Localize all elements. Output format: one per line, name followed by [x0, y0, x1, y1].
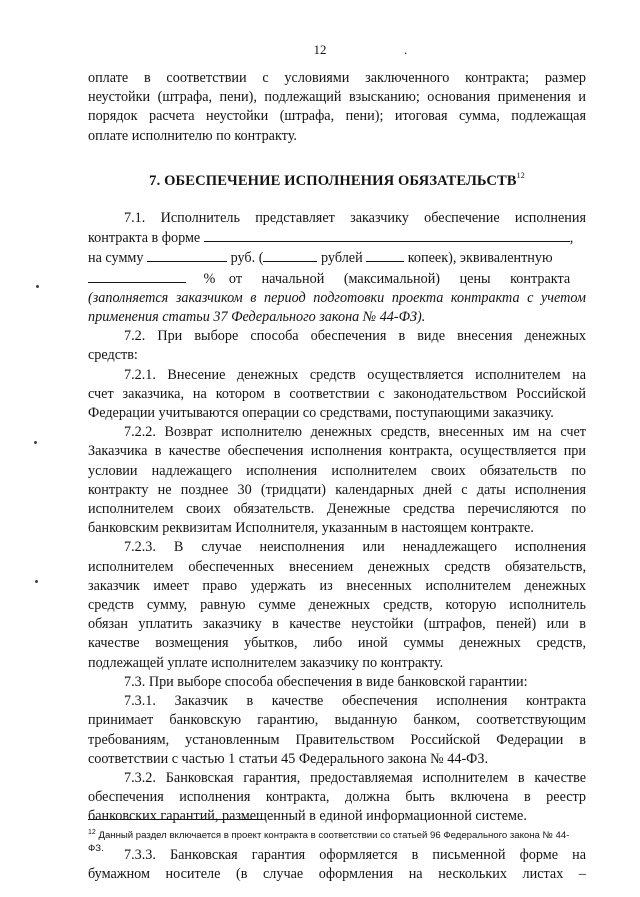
text-line: (заполняется заказчиком в период подготовки проекта контракта с учетом [88, 289, 586, 306]
text-line: бумажном носителе (в случае оформления на нескольких листах – [88, 865, 586, 882]
text-line: средств сумму, равную сумме денежных средств, которую исполнитель [88, 597, 586, 614]
text-line: принимает банковскую гарантию, выданную банком, соответствующим [88, 712, 586, 729]
text-line [88, 269, 586, 289]
text-line: обязан уплатить заказчику в качестве неустойки (штрафов, пеней) или в [88, 616, 586, 633]
text-line: 7.2.3. В случае неисполнения или ненадлежащего исполнения [124, 539, 586, 556]
footnote-separator [88, 819, 263, 820]
text-line: 7.3.3. Банковская гарантия оформляется в письменной форме на [124, 846, 586, 863]
text-line: 7.2.1. Внесение денежных средств осуществляется исполнителем на [124, 366, 586, 383]
footnote-line [88, 826, 588, 842]
text-line: Федерации учитываются операции со средствами, поступающими заказчику. [88, 405, 554, 422]
text-line: 7.3.1. Заказчик в качестве обеспечения исполнения контракта [124, 693, 586, 710]
text-line: условии надлежащего исполнения исполнителем своих обязательств по [88, 462, 586, 479]
page-dot: . [404, 42, 408, 57]
form-blank [147, 248, 227, 262]
text-line: исполнителем своих обязательств. Денежные средства перечисляются по [88, 501, 586, 518]
text-line [88, 248, 586, 268]
clause-7-3 [88, 673, 586, 692]
form-blank [263, 248, 317, 262]
text-line: требованиям, установленным Правительством Российской Федерации в [88, 731, 586, 748]
text-line [88, 228, 586, 248]
text-segment: контракта в форме [88, 230, 201, 247]
text-line: 7.1. Исполнитель представляет заказчику обеспечение исполнения [124, 210, 586, 227]
text-segment: руб. ( [230, 250, 264, 267]
text-line: обеспечения исполнения контракта, должна быть включена в реестр [88, 789, 586, 806]
text-line: 7.2. При выборе способа обеспечения в виде внесения денежных [124, 328, 586, 345]
page-number-value: 12 [313, 42, 327, 57]
text-line: счет заказчика, на котором в соответствии с законодательством Российской [88, 385, 586, 402]
text-line: соответствии с частью 1 статьи 45 Федерального закона № 44-ФЗ. [88, 750, 489, 767]
text-segment: на сумму [88, 250, 144, 267]
text-line: заказчик имеет право удержать из внесенных исполнителем денежных [88, 577, 586, 594]
clause-7-1 [88, 209, 586, 327]
text-line: подлежащей уплате исполнителем заказчику по контракту. [88, 654, 444, 671]
text-line: 7.3. При выборе способа обеспечения в виде банковской гарантии: [124, 673, 528, 690]
text-line: исполнителем обеспеченных внесением денежных средств обязательств, [88, 558, 586, 575]
text-line: Заказчика в качестве обеспечения исполнения контракта, осуществляется при [88, 443, 586, 460]
form-blank [204, 228, 570, 242]
document-body [88, 69, 586, 884]
clause-7-2-1 [88, 366, 586, 424]
text-line: оплате исполнителю по контракту. [88, 127, 297, 144]
form-blank [366, 248, 404, 262]
section-title-text: 7. ОБЕСПЕЧЕНИЕ ИСПОЛНЕНИЯ ОБЯЗАТЕЛЬСТВ [149, 172, 517, 189]
text-line: оплате в соответствии с условиями заключенного контракта; размер [88, 70, 586, 86]
intro-paragraph [88, 69, 586, 146]
text-segment: , [569, 230, 574, 247]
text-line: контракту не позднее 30 (тридцати) календарных дней с даты исполнения [88, 481, 586, 498]
clause-7-3-1 [88, 692, 586, 769]
footnote-line: ФЗ. [88, 843, 104, 854]
page-number [0, 42, 640, 58]
text-line: качестве возмещения убытков, либо иной суммы денежных средств, [88, 635, 586, 652]
footnote-number: 12 [88, 829, 96, 836]
scan-mark [36, 285, 39, 288]
text-line: применения статьи 37 Федерального закона № 44-ФЗ). [88, 309, 426, 326]
clause-7-2-2 [88, 423, 586, 538]
text-segment: рублей [321, 250, 363, 267]
footnote [88, 826, 588, 855]
text-segment: % [203, 270, 216, 287]
text-line: 7.3.2. Банковская гарантия, предоставляемая исполнителем в качестве [124, 769, 586, 786]
footnote-reference: 12 [516, 170, 525, 180]
text-line: банковским реквизитам Исполнителя, указанным в настоящем контракте. [88, 520, 534, 537]
scan-mark [34, 441, 37, 444]
text-segment: от начальной (максимальной) цены контракта [228, 270, 571, 287]
clause-7-3-2 [88, 769, 586, 827]
text-line: средств: [88, 347, 138, 364]
footnote-text: Данный раздел включается в проект контракта в соответствии со статьей 96 Федерального закона № 44- [95, 830, 570, 841]
clause-7-2-3 [88, 538, 586, 672]
text-line: неустойки (штрафа, пени), подлежащий взысканию; основания применения и [88, 89, 586, 106]
scan-mark [35, 580, 38, 583]
form-blank [88, 269, 186, 283]
section-title [88, 166, 586, 191]
text-line: 7.2.2. Возврат исполнителю денежных средств, внесенных им на счет [124, 424, 586, 441]
text-line: банковских гарантий, размещенный в единой информационной системе. [88, 808, 527, 825]
text-segment: копеек), эквивалентную [407, 250, 553, 267]
text-line: порядок расчета неустойки (штрафа, пени); итоговая сумма, подлежащая [88, 108, 586, 125]
clause-7-2 [88, 327, 586, 365]
